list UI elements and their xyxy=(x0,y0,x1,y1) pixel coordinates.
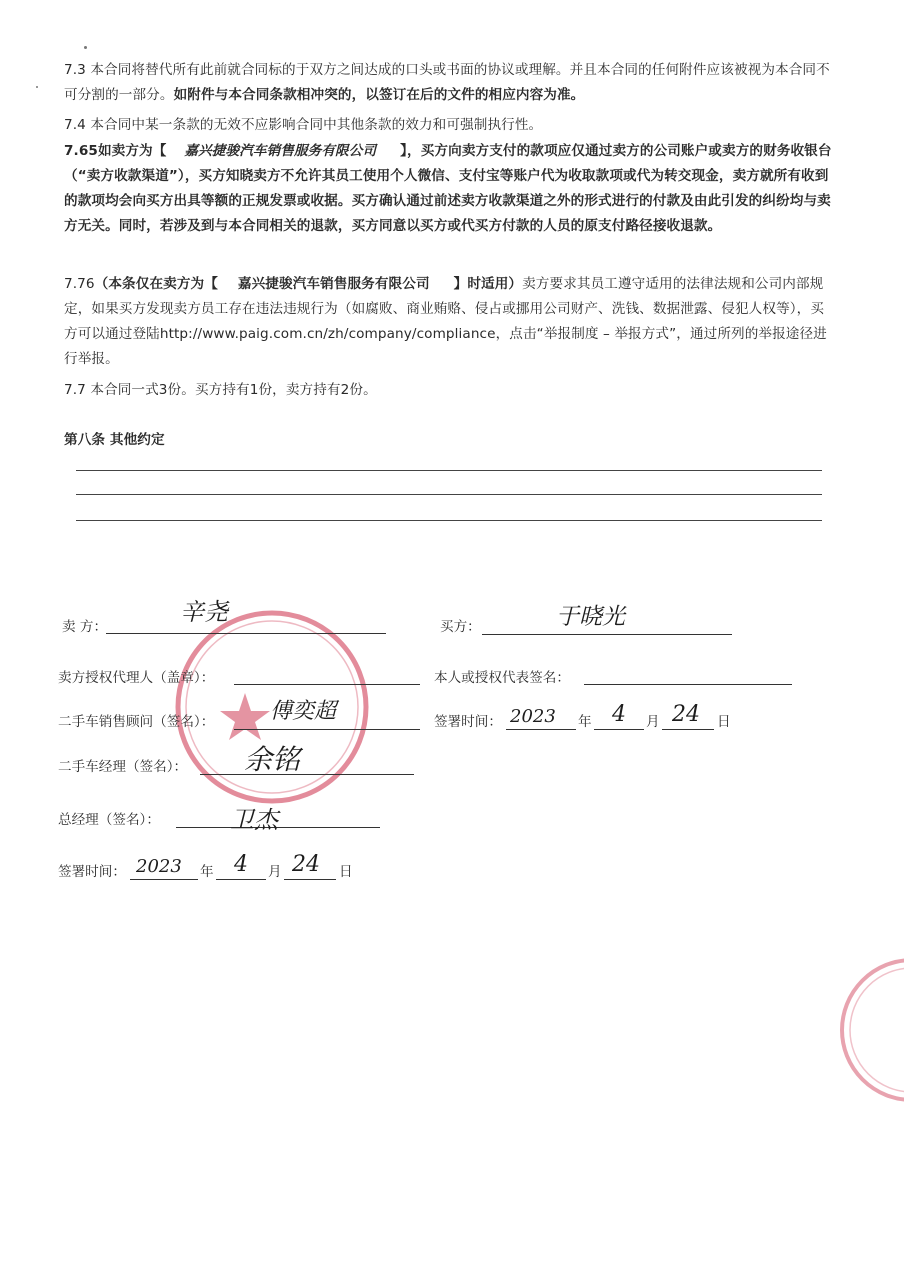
clause-7-76 xyxy=(64,272,834,372)
general-manager-signature: 卫杰 xyxy=(230,806,278,834)
clause-7-65-body: ，买方向卖方支付的款项应仅通过卖方的公司账户或卖方的财务收银台（“卖方收款渠道”），买方知晓卖方不允许其员工使用个人微信、支付宝等账户代为收取款项或代为转交现金，卖方就所有收到的款项均会向买方出具等额的正规发票或收据。买方确认通过前述卖方收款渠道之外的形式进行的付款及由此引发的纠纷均与卖方无关。同时，若涉及到与本合同相关的退款，买方同意以买方或代买方付款的人员的原支付路径接收退款。 xyxy=(64,143,832,234)
sales-consultant-line xyxy=(234,729,420,730)
buyer-signature-line xyxy=(482,634,732,635)
used-car-manager-label: 二手车经理（签名）： xyxy=(58,759,188,775)
buyer-date-month: 4 xyxy=(612,702,626,727)
clause-7-3 xyxy=(64,58,834,108)
buyer-rep-line xyxy=(584,684,792,685)
clause-7-76-number: 7.76 xyxy=(64,276,95,292)
scan-speck xyxy=(84,46,87,49)
clause-7-65 xyxy=(64,139,834,239)
blank-line xyxy=(76,494,822,495)
blank-line xyxy=(76,520,822,521)
sales-consultant-label: 二手车销售顾问（签名）： xyxy=(58,714,215,730)
buyer-date-year: 2023 xyxy=(510,706,556,727)
clause-7-76-close: 】时适用） xyxy=(453,276,523,292)
seller-agent-line xyxy=(234,684,420,685)
clause-7-3-bold: 如附件与本合同条款相冲突的，以签订在后的文件的相应内容为准。 xyxy=(173,87,585,103)
blank-line xyxy=(76,470,822,471)
used-car-manager-line xyxy=(200,774,414,775)
clause-7-65-number: 7.65 xyxy=(64,143,98,159)
seller-date-month: 4 xyxy=(234,852,248,877)
clause-7-65-close: 】 xyxy=(400,143,408,159)
year-unit: 年 xyxy=(578,714,592,730)
seller-date-day: 24 xyxy=(292,852,320,877)
seller-signature: 辛尧 xyxy=(180,598,228,626)
month-unit: 月 xyxy=(268,864,282,880)
seller-agent-label: 卖方授权代理人（盖章）： xyxy=(58,670,215,686)
seller-date-year-line xyxy=(130,879,198,880)
sales-consultant-signature: 傅奕超 xyxy=(270,699,337,724)
partial-seal xyxy=(832,955,904,1105)
seller-company-name: 嘉兴捷骏汽车销售服务有限公司 xyxy=(184,143,377,159)
general-manager-label: 总经理（签名）： xyxy=(58,812,160,828)
buyer-rep-label: 本人或授权代表签名： xyxy=(434,670,570,686)
clause-7-4: 7.4 本合同中某一条款的无效不应影响合同中其他条款的效力和可强制执行性。 xyxy=(64,117,543,133)
year-unit: 年 xyxy=(200,864,214,880)
buyer-date-day: 24 xyxy=(672,702,700,727)
used-car-manager-signature: 余铭 xyxy=(244,743,301,776)
clause-7-76-body: 卖方要求其员工遵守适用的法律法规和公司内部规定，如果买方发现卖方员工存在违法违规行为（如腐败、商业贿赂、侵占或挪用公司财产、洗钱、数据泄露、侵犯人权等），买方可以通过登陆http://www.paig.com.cn/zh/company/compliance，点击“举报制度 – 举报方式”，通过所列的举报途径进行举报。 xyxy=(64,276,827,367)
clause-7-76-lead: （本条仅在卖方为【 xyxy=(94,276,218,292)
clause-7-65-lead: 如卖方为【 xyxy=(97,143,167,159)
buyer-date-year-line xyxy=(506,729,576,730)
seller-company-name: 嘉兴捷骏汽车销售服务有限公司 xyxy=(237,276,430,292)
clause-7-7: 7.7 本合同一式3份。买方持有1份，卖方持有2份。 xyxy=(64,382,377,398)
seller-date-label: 签署时间： xyxy=(58,864,126,880)
buyer-date-month-line xyxy=(594,729,644,730)
section-8-title: 第八条 其他约定 xyxy=(64,432,165,448)
seller-label: 卖 方： xyxy=(62,619,108,635)
day-unit: 日 xyxy=(717,714,731,730)
month-unit: 月 xyxy=(646,714,660,730)
buyer-date-label: 签署时间： xyxy=(434,714,502,730)
seller-date-day-line xyxy=(284,879,336,880)
seller-signature-line xyxy=(106,633,386,634)
general-manager-line xyxy=(176,827,380,828)
clause-7-3-text: 7.3 本合同将替代所有此前就合同标的于双方之间达成的口头或书面的协议或理解。并且本合同的任何附件应该被视为本合同不可分割的一部分。 xyxy=(64,62,830,103)
buyer-label: 买方： xyxy=(440,619,481,635)
buyer-date-day-line xyxy=(662,729,714,730)
seller-date-month-line xyxy=(216,879,266,880)
scan-speck xyxy=(36,86,38,88)
seller-date-year: 2023 xyxy=(136,856,182,877)
buyer-signature: 于晓光 xyxy=(556,604,625,630)
day-unit: 日 xyxy=(339,864,353,880)
